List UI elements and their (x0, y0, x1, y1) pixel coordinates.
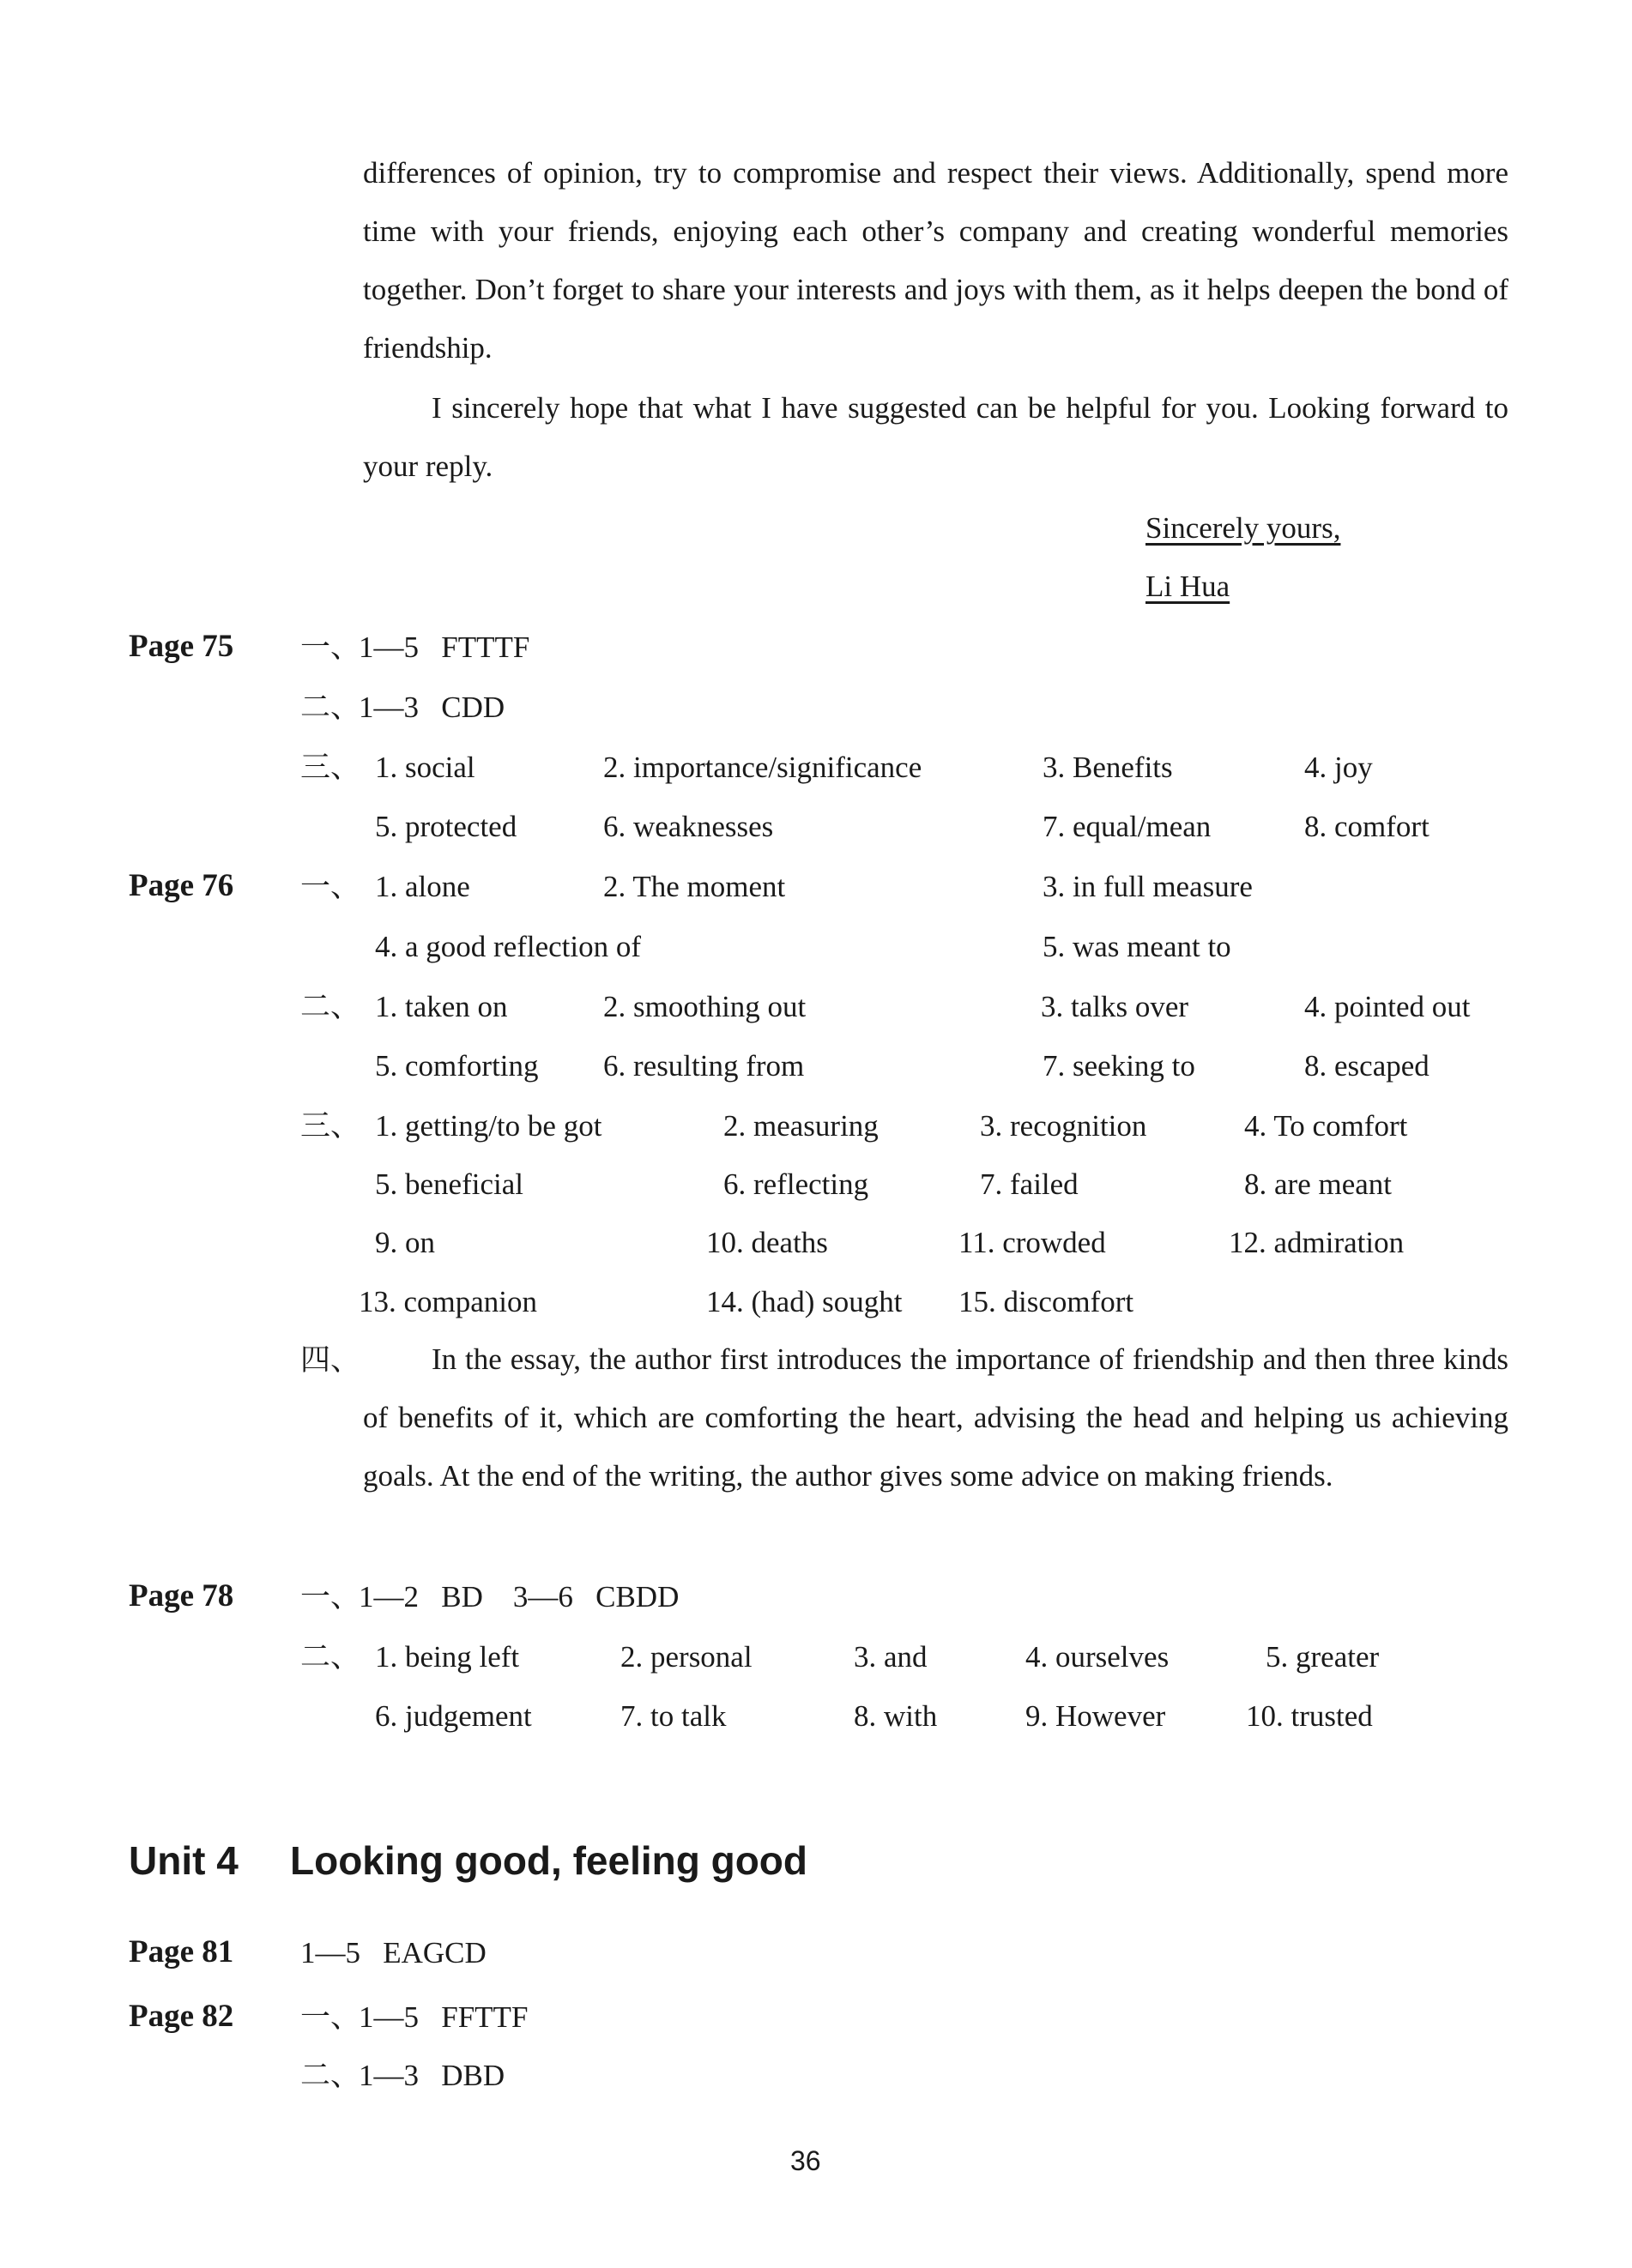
p75-s3-item: 2. importance/significance (603, 751, 922, 784)
letter-paragraph-1: differences of opinion, try to compromise and respect their views. Additionally, spend more time with your friends, enjoying each other’s company and creating wonderful memories together. Don’t forget to share your interests and joys with them, as it helps deepen the bond of friendship. (363, 156, 1508, 365)
p76-s2-marker: 二、 (300, 990, 361, 1023)
p76-s1-item: 4. a good reflection of (375, 930, 642, 963)
p75-s3-marker: 三、 (300, 751, 361, 784)
p76-s3-item: 15. discomfort (958, 1285, 1134, 1318)
p76-s3-item: 9. on (375, 1226, 435, 1259)
letter-paragraph-2: I sincerely hope that what I have suggested can be helpful for you. Looking forward to your reply. (363, 391, 1508, 483)
p76-s3-item: 10. deaths (706, 1226, 828, 1259)
p76-s3-item: 3. recognition (980, 1109, 1147, 1143)
p75-s2-answers: 1—3 CDD (359, 691, 505, 724)
page-76-label: Page 76 (129, 868, 234, 903)
p75-s3-item: 5. protected (375, 810, 517, 843)
p78-s2-item: 10. trusted (1246, 1699, 1373, 1733)
p76-s2-item: 3. talks over (1041, 990, 1189, 1023)
p76-s2-item: 7. seeking to (1043, 1049, 1195, 1083)
unit-title: Looking good, feeling good (290, 1838, 808, 1883)
p76-s2-item: 5. comforting (375, 1049, 539, 1083)
p78-s2-item: 3. and (854, 1640, 928, 1674)
p76-s2-item: 2. smoothing out (603, 990, 807, 1023)
letter-closing: Sincerely yours, (1145, 511, 1341, 545)
p76-s3-item: 4. To comfort (1244, 1109, 1408, 1143)
letter-signature: Li Hua (1145, 570, 1230, 603)
p76-s1-item: 2. The moment (603, 870, 786, 903)
p76-s3-item: 6. reflecting (723, 1167, 869, 1201)
p76-s2-item: 4. pointed out (1304, 990, 1471, 1023)
p76-s3-item: 7. failed (980, 1167, 1079, 1201)
p75-s1-marker: 一、 (300, 630, 361, 664)
p76-s1-item: 3. in full measure (1043, 870, 1253, 903)
p82-s2-answers: 1—3 DBD (359, 2059, 505, 2092)
p81-answers: 1—5 EAGCD (300, 1936, 487, 1969)
p82-s2-marker: 二、 (300, 2059, 361, 2092)
p78-s2-item: 8. with (854, 1699, 938, 1733)
p75-s3-item: 6. weaknesses (603, 810, 774, 843)
p76-s4-summary: In the essay, the author first introduces the importance of friendship and then three kinds of benefits of it, which are comforting the heart, advising the head and helping us achieving goals. At the end of the writing, the author gives some advice on making friends. (363, 1342, 1508, 1493)
p76-s3-marker: 三、 (300, 1109, 361, 1143)
p76-s3-item: 2. measuring (723, 1109, 879, 1143)
p76-s3-item: 13. companion (359, 1285, 538, 1318)
p76-s1-item: 1. alone (375, 870, 470, 903)
p76-s4-marker: 四、 (300, 1343, 361, 1377)
p82-s1-answers: 1—5 FFTTF (359, 2000, 529, 2034)
p78-s2-item: 2. personal (620, 1640, 753, 1674)
p75-s3-item: 1. social (375, 751, 475, 784)
p75-s3-item: 7. equal/mean (1043, 810, 1212, 843)
p75-s1-answers: 1—5 FTTTF (359, 630, 530, 664)
p78-s2-item: 6. judgement (375, 1699, 532, 1733)
p76-s2-item: 1. taken on (375, 990, 508, 1023)
p75-s2-marker: 二、 (300, 691, 361, 724)
p76-s1-item: 5. was meant to (1043, 930, 1231, 963)
p78-s1-answers: 1—2 BD 3—6 CBDD (359, 1580, 680, 1614)
p76-s3-item: 12. admiration (1229, 1226, 1405, 1259)
page-number: 36 (790, 2145, 821, 2176)
page-75-label: Page 75 (129, 629, 234, 664)
p75-s3-item: 4. joy (1304, 751, 1373, 784)
p75-s3-item: 8. comfort (1304, 810, 1430, 843)
p78-s2-item: 1. being left (375, 1640, 520, 1674)
p78-s1-marker: 一、 (300, 1580, 361, 1614)
p76-s3-item: 14. (had) sought (706, 1285, 903, 1318)
p76-s3-item: 5. beneficial (375, 1167, 523, 1201)
p75-s3-item: 3. Benefits (1043, 751, 1173, 784)
unit-number: Unit 4 (129, 1838, 239, 1883)
p76-s3-item: 11. crowded (958, 1226, 1106, 1259)
p78-s2-item: 5. greater (1266, 1640, 1380, 1674)
page-81-label: Page 81 (129, 1934, 234, 1969)
page-78-label: Page 78 (129, 1578, 234, 1614)
page-82-label: Page 82 (129, 1999, 234, 2034)
p78-s2-item: 9. However (1025, 1699, 1166, 1733)
p78-s2-item: 4. ourselves (1025, 1640, 1170, 1674)
p82-s1-marker: 一、 (300, 2000, 361, 2034)
p76-s2-item: 6. resulting from (603, 1049, 805, 1083)
p76-s2-item: 8. escaped (1304, 1049, 1430, 1083)
p78-s2-marker: 二、 (300, 1640, 361, 1674)
p76-s3-item: 8. are meant (1244, 1167, 1392, 1201)
p78-s2-item: 7. to talk (620, 1699, 727, 1733)
p76-s3-item: 1. getting/to be got (375, 1109, 602, 1143)
p76-s1-marker: 一、 (300, 870, 361, 903)
